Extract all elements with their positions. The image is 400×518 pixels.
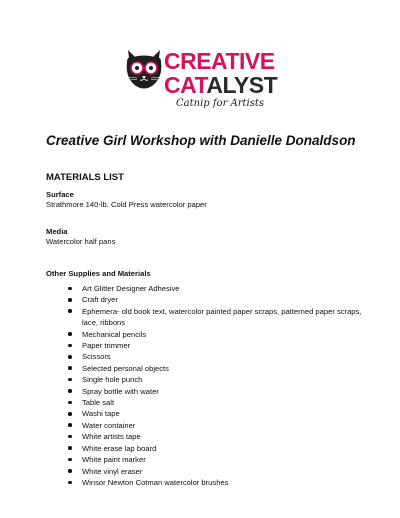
media-text: Watercolor half pans [46, 237, 116, 246]
list-item: Water container [68, 420, 368, 431]
cat-with-glasses-icon [124, 48, 164, 92]
list-item: White vinyl eraser [68, 466, 368, 477]
list-item: Spray bottle with water [68, 386, 368, 397]
list-item: Craft dryer [68, 294, 368, 305]
logo-text-creative: CREATIVE [164, 48, 275, 74]
list-item: White artists tape [68, 431, 368, 442]
page-title: Creative Girl Workshop with Danielle Donaldson [46, 133, 356, 148]
list-item: Table salt [68, 397, 368, 408]
logo-text-catalyst: CATALYST [164, 72, 278, 98]
logo-tagline: Catnip for Artists [176, 98, 265, 109]
list-item: Selected personal objects [68, 363, 368, 374]
list-item: White paint marker [68, 454, 368, 465]
list-item: Paper trimmer [68, 340, 368, 351]
list-item: White erase lap board [68, 443, 368, 454]
list-item: Art Glitter Designer Adhesive [68, 283, 368, 294]
list-item: Single hole punch [68, 374, 368, 385]
list-item: Winsor Newton Cotman watercolor brushes [68, 477, 368, 488]
surface-heading: Surface [46, 190, 74, 199]
list-item: Ephemera- old book text, watercolor painted paper scraps, patterned paper scraps, lace, ribbons [68, 306, 368, 329]
list-item: Scissors [68, 351, 368, 362]
other-supplies-heading: Other Supplies and Materials [46, 269, 151, 278]
list-item: Mechanical pencils [68, 329, 368, 340]
list-item: Washi tape [68, 408, 368, 419]
logo [124, 44, 284, 112]
supplies-list [68, 283, 368, 488]
surface-text: Strathmore 140-lb. Cold Press watercolor paper [46, 200, 207, 209]
materials-heading: MATERIALS LIST [46, 172, 124, 183]
media-heading: Media [46, 227, 68, 236]
